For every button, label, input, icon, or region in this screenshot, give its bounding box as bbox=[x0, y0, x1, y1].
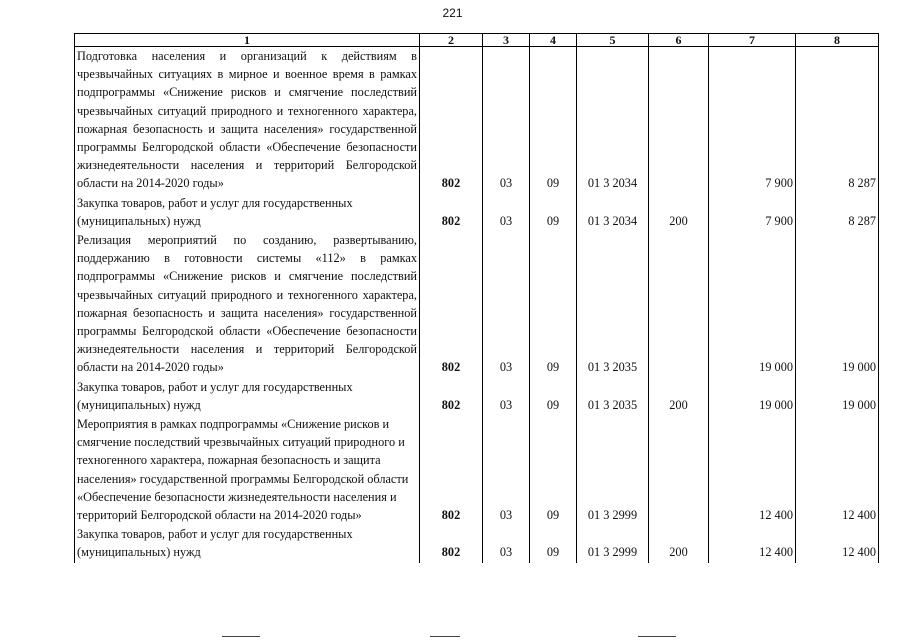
footer-rule-right bbox=[638, 636, 676, 637]
cell-amount-year2: 19 000 bbox=[796, 378, 879, 415]
row-description: Закупка товаров, работ и услуг для государственных (муниципальных) нужд bbox=[75, 525, 420, 562]
cell-expense-type bbox=[649, 415, 709, 525]
row-description: Подготовка населения и организаций к действиям в чрезвычайных ситуациях в мирное и военное время в рамках подпрограммы «Снижение рисков и смягчение последствий чрезвычайных ситуаций природного и техногенного характера, пожарная безопасность и защита населения» государственной программы Белгородской области «Обеспечение безопасности жизнедеятельности населения и территорий Белгородской области на 2014-2020 годы» bbox=[75, 47, 420, 194]
cell-expense-type: 200 bbox=[649, 378, 709, 415]
cell-amount-year1: 12 400 bbox=[709, 525, 796, 562]
cell-amount-year2: 19 000 bbox=[796, 231, 879, 378]
cell-amount-year2: 8 287 bbox=[796, 194, 879, 231]
table-row bbox=[75, 378, 879, 415]
row-description: Закупка товаров, работ и услуг для государственных (муниципальных) нужд bbox=[75, 194, 420, 231]
cell-grbs: 802 bbox=[420, 194, 483, 231]
page-number: 221 bbox=[442, 6, 463, 20]
table-row bbox=[75, 415, 879, 525]
cell-amount-year2: 8 287 bbox=[796, 47, 879, 194]
cell-subsection: 09 bbox=[530, 47, 577, 194]
cell-subsection: 09 bbox=[530, 525, 577, 562]
cell-target-article: 01 3 2999 bbox=[577, 415, 649, 525]
cell-amount-year1: 7 900 bbox=[709, 194, 796, 231]
cell-target-article: 01 3 2035 bbox=[577, 231, 649, 378]
column-header: 8 bbox=[796, 34, 879, 47]
cell-amount-year1: 7 900 bbox=[709, 47, 796, 194]
row-description: Мероприятия в рамках подпрограммы «Снижение рисков и смягчение последствий чрезвычайных ситуаций природного и техногенного характера, пожарная безопасность и защита населения» государственной программы Белгородской области «Обеспечение безопасности жизнедеятельности населения и территорий Белгородской области на 2014-2020 годы» bbox=[75, 415, 420, 525]
cell-amount-year2: 12 400 bbox=[796, 415, 879, 525]
cell-grbs: 802 bbox=[420, 525, 483, 562]
cell-section: 03 bbox=[483, 378, 530, 415]
column-header: 2 bbox=[420, 34, 483, 47]
cell-subsection: 09 bbox=[530, 194, 577, 231]
column-header: 7 bbox=[709, 34, 796, 47]
cell-expense-type: 200 bbox=[649, 525, 709, 562]
cell-section: 03 bbox=[483, 231, 530, 378]
cell-target-article: 01 3 2035 bbox=[577, 378, 649, 415]
cell-expense-type bbox=[649, 47, 709, 194]
cell-target-article: 01 3 2034 bbox=[577, 47, 649, 194]
cell-expense-type bbox=[649, 231, 709, 378]
column-header: 5 bbox=[577, 34, 649, 47]
table-row bbox=[75, 194, 879, 231]
cell-grbs: 802 bbox=[420, 378, 483, 415]
table-row bbox=[75, 525, 879, 562]
cell-target-article: 01 3 2034 bbox=[577, 194, 649, 231]
cell-amount-year1: 12 400 bbox=[709, 415, 796, 525]
cell-subsection: 09 bbox=[530, 231, 577, 378]
row-description: Релизация мероприятий по созданию, развертыванию, поддержанию в готовности системы «112» в рамках подпрограммы «Снижение рисков и смягчение последствий чрезвычайных ситуаций природного и техногенного характера, пожарная безопасность и защита населения» государственной программы Белгородской области «Обеспечение безопасности жизнедеятельности населения и территорий Белгородской области на 2014-2020 годы» bbox=[75, 231, 420, 378]
table-header-row bbox=[75, 34, 879, 47]
cell-amount-year1: 19 000 bbox=[709, 231, 796, 378]
cell-subsection: 09 bbox=[530, 415, 577, 525]
budget-table bbox=[74, 33, 879, 563]
footer-rule-left bbox=[222, 636, 260, 637]
cell-section: 03 bbox=[483, 415, 530, 525]
cell-section: 03 bbox=[483, 47, 530, 194]
column-header: 1 bbox=[75, 34, 420, 47]
column-header: 4 bbox=[530, 34, 577, 47]
cell-amount-year2: 12 400 bbox=[796, 525, 879, 562]
cell-subsection: 09 bbox=[530, 378, 577, 415]
cell-grbs: 802 bbox=[420, 47, 483, 194]
cell-grbs: 802 bbox=[420, 415, 483, 525]
row-description: Закупка товаров, работ и услуг для государственных (муниципальных) нужд bbox=[75, 378, 420, 415]
cell-amount-year1: 19 000 bbox=[709, 378, 796, 415]
cell-section: 03 bbox=[483, 194, 530, 231]
cell-section: 03 bbox=[483, 525, 530, 562]
cell-target-article: 01 3 2999 bbox=[577, 525, 649, 562]
table-row bbox=[75, 231, 879, 378]
column-header: 6 bbox=[649, 34, 709, 47]
table-row bbox=[75, 47, 879, 194]
cell-grbs: 802 bbox=[420, 231, 483, 378]
cell-expense-type: 200 bbox=[649, 194, 709, 231]
column-header: 3 bbox=[483, 34, 530, 47]
footer-rule-center bbox=[430, 636, 460, 637]
